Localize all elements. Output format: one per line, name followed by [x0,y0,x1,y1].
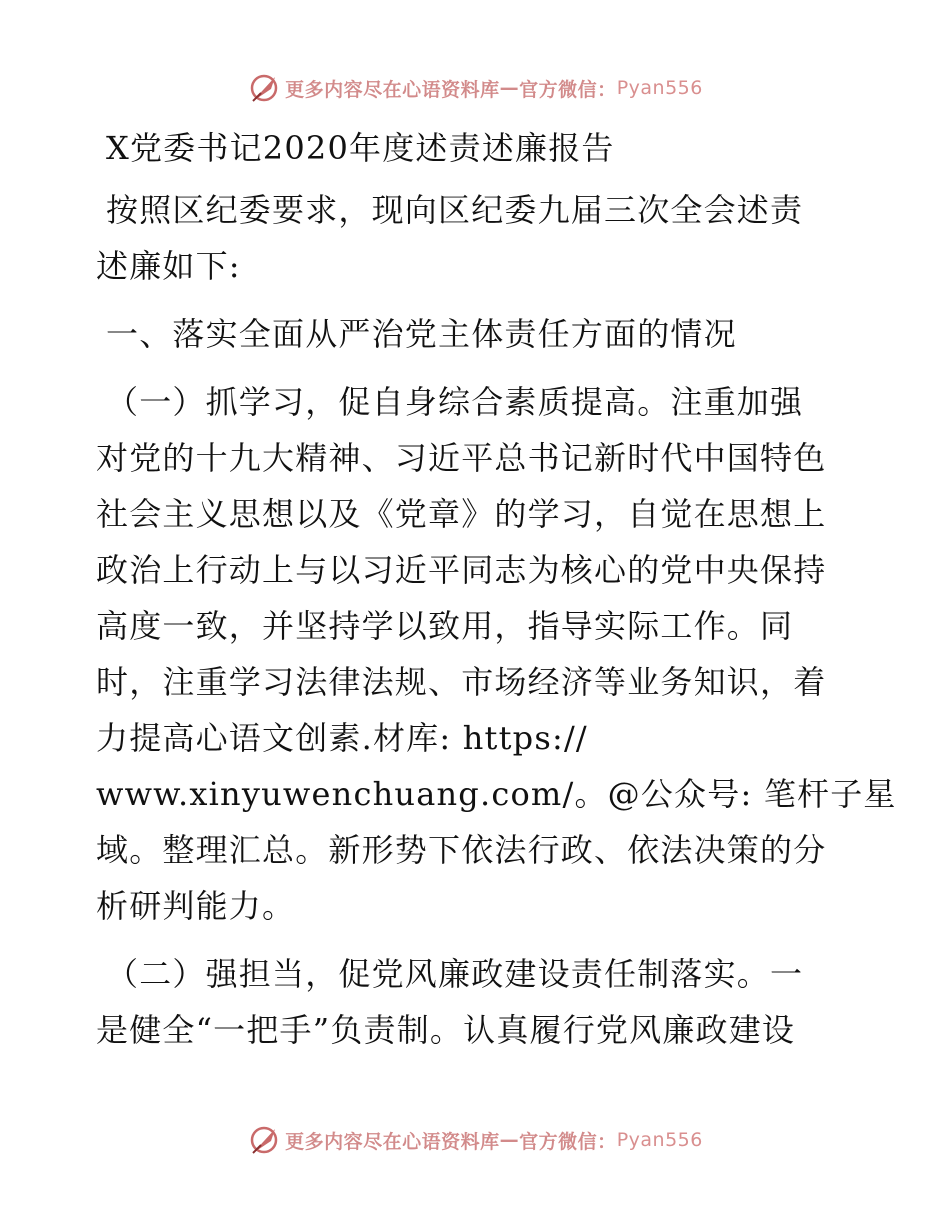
paragraph-line: 社会主义思想以及《党章》的学习，自觉在思想上 [96,495,827,533]
paragraph-line: 域。整理汇总。新形势下依法行政、依法决策的分 [96,831,827,869]
paragraph-line: 对党的十九大精神、习近平总书记新时代中国特色 [96,439,827,477]
paragraph-line: 时，注重学习法律法规、市场经济等业务知识，着 [96,663,827,701]
intro-paragraph [96,182,866,294]
paragraph-responsibility [96,946,866,1058]
document-body [96,120,897,1058]
quill-pen-logo-icon [247,71,281,105]
watermark-wechat-id: Pyan556 [616,1129,703,1151]
section-heading: 一、落实全面从严治党主体责任方面的情况 [106,315,737,353]
paragraph-line: 析研判能力。 [96,887,296,925]
paragraph-line: 是健全“一把手”负责制。认真履行党风廉政建设 [96,1011,796,1049]
watermark-separator: — [499,77,520,99]
paragraph-line: 高度一致，并坚持学以致用，指导实际工作。同 [96,607,794,645]
watermark-wechat-label: 官方微信： [519,1130,617,1153]
paragraph-study [96,374,897,934]
watermark-top [0,68,950,108]
document-title: X党委书记2020年度述责述廉报告 [106,129,615,167]
watermark-brand: 更多内容尽在心语资料库 [285,78,500,101]
watermark-bottom [0,1120,950,1160]
watermark-separator: — [499,1129,520,1151]
paragraph-line: 政治上行动上与以习近平同志为核心的党中央保持 [96,551,827,589]
quill-pen-logo-icon [247,1123,281,1157]
paragraph-line: 述廉如下: [96,247,241,285]
watermark-wechat-label: 官方微信： [519,78,617,101]
paragraph-line: （二）强担当，促党风廉政建设责任制落实。一 [106,955,804,993]
paragraph-line: 按照区纪委要求，现向区纪委九届三次全会述责 [106,191,804,229]
watermark-brand: 更多内容尽在心语资料库 [285,1130,500,1153]
watermark-wechat-id: Pyan556 [616,77,703,99]
paragraph-line: www.xinyuwenchuang.com/。@公众号: 笔杆子星 [96,775,897,813]
paragraph-line: 力提高心语文创素.材库: https:// [96,719,588,757]
paragraph-line: （一）抓学习，促自身综合素质提高。注重加强 [106,383,804,421]
